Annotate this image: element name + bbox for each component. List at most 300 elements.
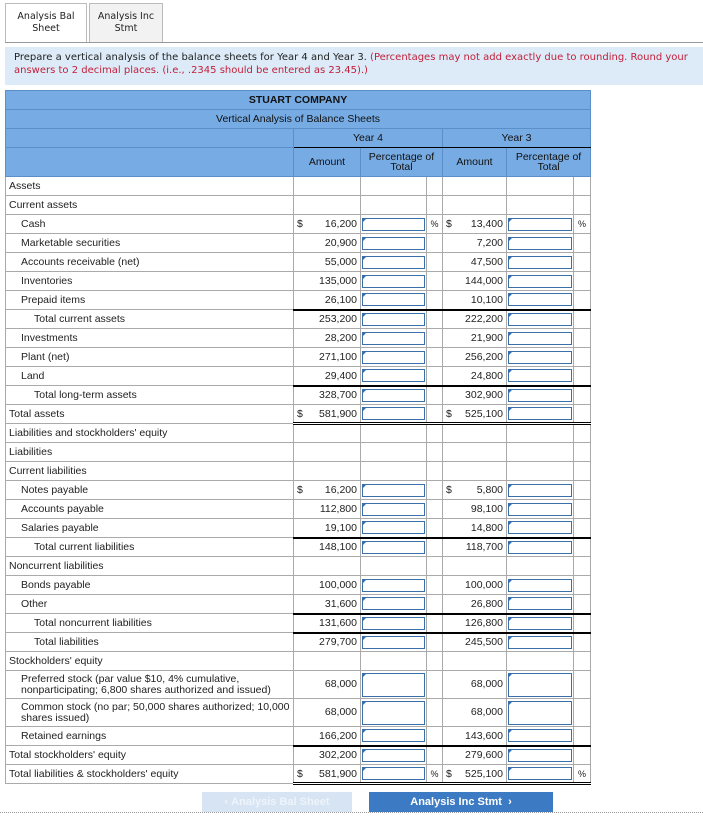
table-row [6,519,591,538]
percent-cell [574,177,591,196]
table-row [6,215,591,234]
row-label: Total long-term assets [6,386,294,405]
percent-cell [427,557,443,576]
amount-cell [443,272,507,291]
amount-value: 7,200 [476,237,503,249]
amount-value: 525,100 [465,767,503,780]
percent-cell [574,519,591,538]
percent-cell [427,462,443,481]
instructions-main: Prepare a vertical analysis of the balance sheets for Year 4 and Year 3. [14,52,367,63]
percentage-input[interactable] [507,291,574,310]
amount-value: 55,000 [324,256,357,268]
amount-value: 98,100 [470,503,503,515]
percent-cell [427,386,443,405]
amount-cell [443,699,507,727]
percent-cell [427,671,443,699]
row-label: Current assets [6,196,294,215]
amount-cell [443,405,507,424]
percentage-input[interactable] [507,699,574,727]
percent-cell [427,633,443,652]
amount-value: 68,000 [324,706,357,718]
amount-cell [443,234,507,253]
percent-cell [574,481,591,500]
row-label: Land [6,367,294,386]
amount-value: 148,100 [319,541,357,554]
row-label: Current liabilities [6,462,294,481]
percent-cell [427,424,443,443]
percentage-input[interactable] [361,329,427,348]
percent-cell [574,671,591,699]
amount-value: 245,500 [465,636,503,649]
percent-cell [574,633,591,652]
table-row [6,765,591,784]
row-label: Total liabilities & stockholders' equity [6,765,294,784]
percent-cell [427,367,443,386]
percent-cell [574,196,591,215]
amount-cell [443,386,507,405]
percentage-input[interactable] [361,765,427,784]
amount-cell [294,405,361,424]
row-label: Plant (net) [6,348,294,367]
amount-cell [443,329,507,348]
amount-cell [294,633,361,652]
amount-value: 118,700 [465,541,503,554]
amount-cell [443,633,507,652]
percent-cell [427,538,443,557]
tab-analysis-inc-stmt[interactable]: Analysis Inc Stmt [89,3,163,42]
table-row [6,746,591,765]
amount-cell [294,481,361,500]
amount-value: 19,100 [324,521,357,534]
amount-value: 24,800 [470,369,503,382]
percent-sign: % [578,768,587,779]
row-label: Prepaid items [6,291,294,310]
prev-button[interactable]: ‹ Analysis Bal Sheet [202,792,352,812]
amount-value: 126,800 [465,617,503,629]
row-label: Stockholders' equity [6,652,294,671]
percent-cell [427,765,443,784]
instructions-note: (Percentages may not add exactly due to rounding. Round your answers to 2 decimal places. (i.e., .2345 should be entered as 23.45).) [14,52,688,76]
amount-cell [443,614,507,633]
percentage-input[interactable] [361,386,427,405]
amount-value: 581,900 [319,407,357,420]
amount-cell [443,291,507,310]
percent-cell [574,576,591,595]
amount-cell [443,481,507,500]
percent-cell [427,253,443,272]
percent-cell [574,765,591,784]
percentage-input[interactable] [507,348,574,367]
row-label: Preferred stock (par value $10, 4% cumulative, nonparticipating; 6,800 shares authorized and issued) [6,671,294,699]
amount-value: 131,600 [319,617,357,629]
row-label: Total current liabilities [6,538,294,557]
amount-value: 26,100 [324,293,357,306]
row-label: Total noncurrent liabilities [6,614,294,633]
percent-cell [574,367,591,386]
dollar-sign: $ [446,767,452,780]
table-row [6,462,591,481]
percent-sign: % [578,219,587,229]
amount-header-year4: Amount [294,148,361,177]
percentage-input[interactable] [507,614,574,633]
percentage-input[interactable] [507,310,574,329]
percentage-input[interactable] [361,291,427,310]
percent-cell [574,727,591,746]
dollar-sign: $ [297,407,303,420]
footer-divider [0,812,703,813]
amount-value: 21,900 [470,332,503,344]
amount-value: 302,200 [319,749,357,762]
table-row [6,196,591,215]
amount-value: 47,500 [470,256,503,268]
amount-value: 279,600 [465,749,503,762]
percentage-input[interactable] [361,367,427,386]
amount-cell [294,215,361,234]
row-label: Noncurrent liabilities [6,557,294,576]
amount-header-year3: Amount [443,148,507,177]
table-row [6,310,591,329]
percentage-input[interactable] [507,481,574,500]
percent-cell [427,727,443,746]
percentage-input[interactable] [361,727,427,746]
table-row [6,614,591,633]
table-row [6,481,591,500]
amount-cell [294,291,361,310]
percent-cell [574,310,591,329]
percentage-input[interactable] [361,633,427,652]
row-label: Other [6,595,294,614]
pct-header-year4: Percentage of Total [361,148,443,177]
percent-cell [574,595,591,614]
table-row [6,595,591,614]
percentage-input[interactable] [361,348,427,367]
percentage-input[interactable] [361,405,427,424]
percent-cell [427,348,443,367]
percent-cell [427,595,443,614]
amount-value: 166,200 [319,729,357,742]
row-label: Accounts payable [6,500,294,519]
table-row [6,405,591,424]
percent-cell [574,348,591,367]
row-label: Salaries payable [6,519,294,538]
amount-value: 271,100 [319,351,357,363]
amount-cell [294,595,361,614]
row-label: Inventories [6,272,294,291]
percent-cell [427,272,443,291]
percent-cell [427,291,443,310]
row-label: Common stock (no par; 50,000 shares authorized; 10,000 shares issued) [6,699,294,727]
percentage-input[interactable] [507,671,574,699]
table-row [6,500,591,519]
percentage-input[interactable] [507,746,574,765]
table-row [6,386,591,405]
percent-cell [574,614,591,633]
amount-cell [294,519,361,538]
table-row [6,291,591,310]
amount-value: 328,700 [319,389,357,402]
percentage-input[interactable] [507,538,574,557]
amount-cell [294,272,361,291]
table-row [6,177,591,196]
table-row [6,367,591,386]
percent-cell [427,443,443,462]
amount-value: 26,800 [470,597,503,610]
percentage-input[interactable] [507,500,574,519]
next-button-label: Analysis Inc Stmt [410,796,502,808]
amount-cell [443,576,507,595]
tab-bar [5,3,163,42]
row-label: Retained earnings [6,727,294,746]
amount-value: 256,200 [465,351,503,363]
amount-cell [294,614,361,633]
percent-cell [574,500,591,519]
percentage-input[interactable] [507,405,574,424]
row-label: Bonds payable [6,576,294,595]
table-row [6,671,591,699]
table-row [6,557,591,576]
amount-value: 100,000 [465,579,503,591]
percent-cell [574,652,591,671]
amount-value: 16,200 [324,218,357,230]
percentage-input[interactable] [361,576,427,595]
percent-cell [574,746,591,765]
amount-cell [443,538,507,557]
percent-cell [427,310,443,329]
percentage-input[interactable] [507,234,574,253]
percentage-input[interactable] [507,633,574,652]
amount-value: 112,800 [319,503,357,515]
percentage-input[interactable] [507,386,574,405]
percent-cell [574,215,591,234]
percentage-input[interactable] [361,671,427,699]
percentage-input[interactable] [507,272,574,291]
amount-value: 28,200 [324,332,357,344]
dollar-sign: $ [446,218,452,230]
amount-value: 279,700 [319,636,357,649]
percentage-input[interactable] [507,329,574,348]
amount-cell [294,386,361,405]
percentage-input[interactable] [361,519,427,538]
row-label: Investments [6,329,294,348]
percent-cell [427,234,443,253]
table-row [6,727,591,746]
amount-cell [443,367,507,386]
percentage-input[interactable] [507,215,574,234]
table-row [6,652,591,671]
amount-value: 68,000 [324,678,357,690]
table-row [6,329,591,348]
percent-cell [427,746,443,765]
percent-cell [574,329,591,348]
percent-cell [427,652,443,671]
percent-cell [427,699,443,727]
percentage-input[interactable] [507,253,574,272]
dollar-sign: $ [446,407,452,420]
percent-cell [427,481,443,500]
row-label: Total stockholders' equity [6,746,294,765]
amount-value: 135,000 [319,275,357,287]
percentage-input[interactable] [361,481,427,500]
percentage-input[interactable] [361,538,427,557]
amount-cell [294,538,361,557]
amount-cell [294,367,361,386]
amount-value: 31,600 [324,597,357,610]
row-label: Liabilities [6,443,294,462]
percent-cell [574,386,591,405]
row-label: Total current assets [6,310,294,329]
amount-cell [294,500,361,519]
percent-cell [427,500,443,519]
percent-cell [574,253,591,272]
amount-cell [443,253,507,272]
row-label: Notes payable [6,481,294,500]
percent-cell [574,424,591,443]
table-row [6,443,591,462]
percentage-input[interactable] [361,746,427,765]
amount-cell [443,500,507,519]
table-row [6,699,591,727]
percentage-input[interactable] [361,215,427,234]
percent-cell [427,196,443,215]
amount-value: 143,600 [465,729,503,742]
amount-value: 581,900 [319,767,357,780]
amount-value: 144,000 [465,275,503,287]
percentage-input[interactable] [361,272,427,291]
percent-cell [427,614,443,633]
percentage-input[interactable] [507,765,574,784]
row-label: Marketable securities [6,234,294,253]
amount-cell [294,727,361,746]
percent-cell [574,443,591,462]
percent-cell [574,699,591,727]
table-row [6,234,591,253]
dollar-sign: $ [297,484,303,496]
percent-cell [427,177,443,196]
row-label: Total liabilities [6,633,294,652]
percent-sign: % [430,219,439,229]
amount-value: 302,900 [465,389,503,402]
amount-cell [443,348,507,367]
table-row [6,576,591,595]
pct-header-year3: Percentage of Total [507,148,591,177]
percentage-input[interactable] [361,595,427,614]
tab-analysis-bal-sheet[interactable]: Analysis Bal Sheet [5,3,87,42]
percentage-input[interactable] [507,727,574,746]
amount-cell [443,727,507,746]
amount-cell [443,746,507,765]
percent-cell [574,538,591,557]
dollar-sign: $ [446,484,452,496]
percentage-input[interactable] [361,253,427,272]
amount-value: 13,400 [470,218,503,230]
percentage-input[interactable] [507,519,574,538]
table-row [6,424,591,443]
amount-value: 20,900 [324,237,357,249]
amount-cell [294,253,361,272]
row-label: Accounts receivable (net) [6,253,294,272]
percentage-input[interactable] [507,367,574,386]
percent-sign: % [430,768,439,779]
amount-value: 68,000 [470,706,503,718]
table-row [6,348,591,367]
amount-cell [294,576,361,595]
table-row [6,633,591,652]
percent-cell [427,519,443,538]
amount-cell [294,348,361,367]
prev-button-label: Analysis Bal Sheet [231,796,330,808]
row-label: Liabilities and stockholders' equity [6,424,294,443]
percent-cell [427,405,443,424]
percentage-input[interactable] [507,576,574,595]
percent-cell [427,329,443,348]
percent-cell [427,576,443,595]
amount-value: 29,400 [324,369,357,382]
vertical-analysis-table [5,90,591,785]
amount-value: 525,100 [465,407,503,420]
amount-cell [294,765,361,784]
amount-value: 222,200 [465,313,503,326]
amount-value: 68,000 [470,678,503,690]
amount-cell [443,765,507,784]
percent-cell [574,272,591,291]
amount-cell [294,329,361,348]
table-row [6,253,591,272]
percentage-input[interactable] [361,234,427,253]
percent-cell [574,462,591,481]
amount-value: 100,000 [319,579,357,591]
amount-value: 16,200 [324,484,357,496]
percentage-input[interactable] [361,310,427,329]
percent-cell [574,234,591,253]
percent-cell [574,291,591,310]
year3-header: Year 3 [443,129,591,148]
percentage-input[interactable] [507,595,574,614]
amount-cell [443,595,507,614]
amount-cell [294,671,361,699]
amount-value: 5,800 [476,484,503,496]
percentage-input[interactable] [361,500,427,519]
amount-cell [294,746,361,765]
percent-cell [574,405,591,424]
amount-cell [443,215,507,234]
row-label: Assets [6,177,294,196]
amount-cell [294,310,361,329]
percentage-input[interactable] [361,614,427,633]
amount-cell [443,671,507,699]
row-label: Cash [6,215,294,234]
amount-cell [443,310,507,329]
instructions [5,47,703,85]
company-name: STUART COMPANY [6,91,591,110]
table-row [6,538,591,557]
dollar-sign: $ [297,767,303,780]
percentage-input[interactable] [361,699,427,727]
percent-cell [574,557,591,576]
amount-cell [294,234,361,253]
next-button[interactable]: Analysis Inc Stmt › [369,792,553,812]
percent-cell [427,215,443,234]
amount-cell [443,519,507,538]
amount-value: 253,200 [319,313,357,326]
dollar-sign: $ [297,218,303,230]
amount-cell [294,699,361,727]
year4-header: Year 4 [294,129,443,148]
table-row [6,272,591,291]
table-title: Vertical Analysis of Balance Sheets [6,110,591,129]
amount-value: 10,100 [470,293,503,306]
amount-value: 14,800 [470,521,503,534]
row-label: Total assets [6,405,294,424]
